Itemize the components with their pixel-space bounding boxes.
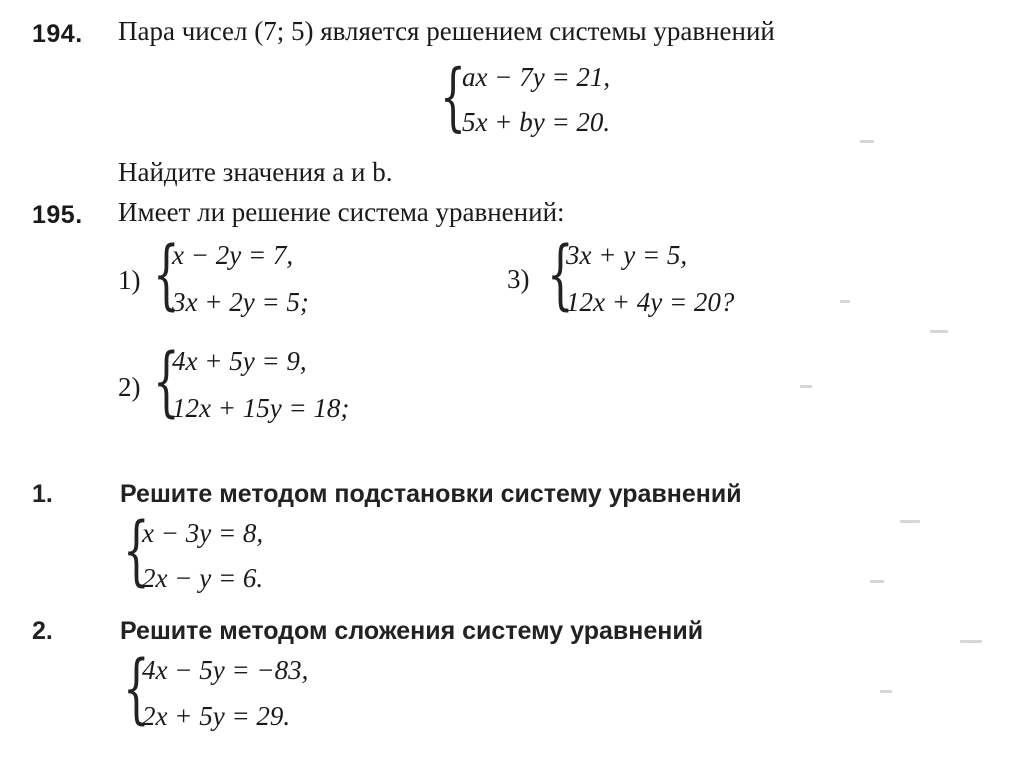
task-1-number: 1. [32,480,53,508]
problem-194-question: Найдите значения a и b. [118,157,393,187]
brace-194: { [440,54,466,140]
system-2-line-1: 4x + 5y = 9, [172,346,307,376]
scan-speck [860,140,874,143]
task-1-line-1: x − 3y = 8, [142,518,264,548]
brace-task-2: { [123,643,150,732]
brace-195-3: { [547,229,574,318]
system-label-1: 1) [118,265,141,295]
scan-speck [800,385,812,388]
problem-194-statement: Пара чисел (7; 5) является решением системы уравнений [118,16,775,46]
scan-speck [930,330,948,333]
problem-195-statement: Имеет ли решение система уравнений: [118,197,565,227]
system-label-2: 2) [118,372,141,402]
scan-speck [840,300,850,303]
system-194-line-2: 5x + by = 20. [462,107,611,137]
brace-195-2: { [153,336,180,425]
task-2-line-2: 2x + 5y = 29. [142,701,291,731]
system-3-line-1: 3x + y = 5, [566,240,688,270]
task-2-statement: Решите методом сложения систему уравнений [120,617,704,645]
system-1-line-2: 3x + 2y = 5; [172,287,309,317]
task-2-number: 2. [32,617,53,645]
task-2-line-1: 4x − 5y = −83, [142,655,309,685]
problem-194-number: 194. [32,20,83,48]
system-1-line-1: x − 2y = 7, [172,240,294,270]
brace-task-1: { [123,505,150,594]
task-1-line-2: 2x − y = 6. [142,563,264,593]
scan-speck [870,580,884,583]
problem-195-number: 195. [32,201,83,229]
system-194-line-1: ax − 7y = 21, [462,62,611,92]
scan-speck [960,640,982,643]
brace-195-1: { [153,229,180,318]
task-1-statement: Решите методом подстановки систему уравнений [120,480,742,508]
system-3-line-2: 12x + 4y = 20? [566,287,735,317]
scan-speck [880,690,892,693]
system-label-3: 3) [507,264,530,294]
system-2-line-2: 12x + 15y = 18; [172,393,350,423]
scan-speck [900,520,920,523]
